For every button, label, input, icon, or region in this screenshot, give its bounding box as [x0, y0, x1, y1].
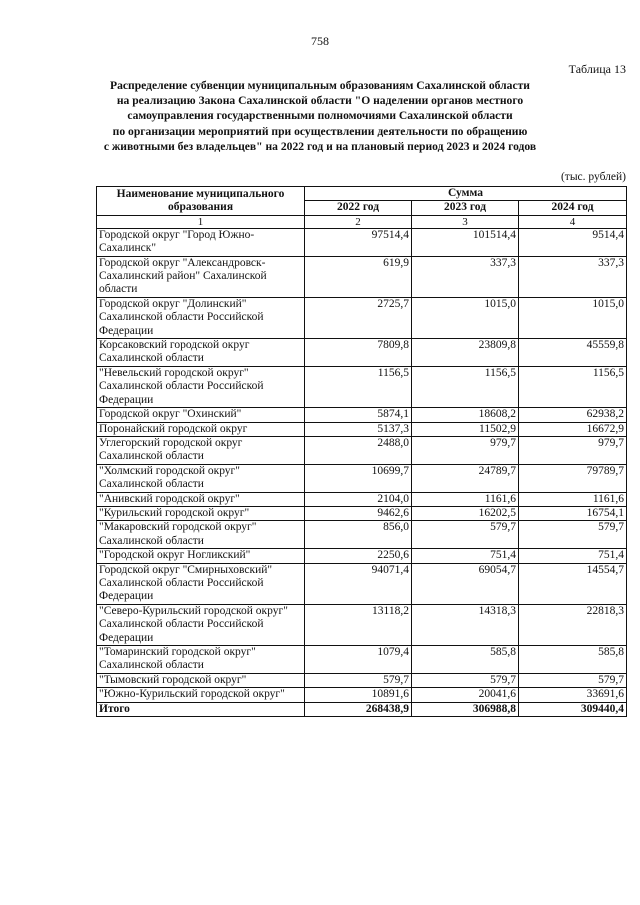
municipality-name: "Невельский городской округ" Сахалинской области Российской Федерации — [97, 366, 305, 407]
municipality-name: Городской округ "Охинский" — [97, 408, 305, 422]
page-number: 758 — [311, 34, 329, 48]
amount-2022: 7809,8 — [305, 339, 412, 367]
municipality-name: "Томаринский городской округ" Сахалинской области — [97, 646, 305, 674]
amount-2024: 1156,5 — [519, 366, 627, 407]
table-row — [97, 673, 627, 687]
table-row — [97, 521, 627, 549]
amount-2022: 1079,4 — [305, 646, 412, 674]
amount-2024: 9514,4 — [519, 228, 627, 256]
amount-2023: 579,7 — [412, 521, 519, 549]
amount-2024: 45559,8 — [519, 339, 627, 367]
total-2022: 268438,9 — [305, 702, 412, 716]
table-body — [97, 228, 627, 702]
table-label: Таблица 13 — [568, 62, 626, 76]
table-row — [97, 228, 627, 256]
amount-2023: 14318,3 — [412, 604, 519, 645]
table-row — [97, 549, 627, 563]
municipality-name: "Анивский городской округ" — [97, 492, 305, 506]
amount-2023: 11502,9 — [412, 422, 519, 436]
column-number: 1 — [97, 215, 305, 228]
amount-2024: 16754,1 — [519, 506, 627, 520]
amount-2022: 5874,1 — [305, 408, 412, 422]
amount-2023: 16202,5 — [412, 506, 519, 520]
table-row — [97, 688, 627, 702]
units-label: (тыс. рублей) — [560, 171, 626, 183]
amount-2023: 24789,7 — [412, 464, 519, 492]
municipality-name: "Городской округ Ногликский" — [97, 549, 305, 563]
amount-2023: 23809,8 — [412, 339, 519, 367]
amount-2023: 1156,5 — [412, 366, 519, 407]
municipality-name: Городской округ "Смирныховский" Сахалинской области Российской Федерации — [97, 563, 305, 604]
table-row — [97, 464, 627, 492]
municipality-name: Городской округ "Александровск-Сахалинский район" Сахалинской области — [97, 256, 305, 297]
amount-2022: 10891,6 — [305, 688, 412, 702]
amount-2022: 856,0 — [305, 521, 412, 549]
column-number: 3 — [412, 215, 519, 228]
table-row — [97, 339, 627, 367]
amount-2024: 14554,7 — [519, 563, 627, 604]
title-line: с животными без владельцев" на 2022 год и на плановый период 2023 и 2024 годов — [103, 139, 537, 153]
municipality-name: Углегорский городской округ Сахалинской области — [97, 436, 305, 464]
subsidy-table — [96, 186, 627, 717]
title-line: по организации мероприятий при осуществлении деятельности по обращению — [112, 124, 528, 138]
amount-2022: 94071,4 — [305, 563, 412, 604]
amount-2023: 979,7 — [412, 436, 519, 464]
amount-2024: 62938,2 — [519, 408, 627, 422]
total-row — [97, 702, 627, 716]
amount-2024: 751,4 — [519, 549, 627, 563]
amount-2023: 751,4 — [412, 549, 519, 563]
amount-2024: 33691,6 — [519, 688, 627, 702]
amount-2022: 579,7 — [305, 673, 412, 687]
amount-2024: 979,7 — [519, 436, 627, 464]
table-row — [97, 563, 627, 604]
amount-2023: 337,3 — [412, 256, 519, 297]
table-row — [97, 297, 627, 338]
amount-2023: 20041,6 — [412, 688, 519, 702]
amount-2023: 101514,4 — [412, 228, 519, 256]
amount-2022: 619,9 — [305, 256, 412, 297]
municipality-name: "Курильский городской округ" — [97, 506, 305, 520]
amount-2023: 579,7 — [412, 673, 519, 687]
header-year-2023: 2023 год — [412, 201, 519, 215]
amount-2022: 1156,5 — [305, 366, 412, 407]
amount-2022: 5137,3 — [305, 422, 412, 436]
table-row — [97, 408, 627, 422]
header-year-2022: 2022 год — [305, 201, 412, 215]
amount-2024: 579,7 — [519, 673, 627, 687]
table-row — [97, 492, 627, 506]
municipality-name: Городской округ "Город Южно-Сахалинск" — [97, 228, 305, 256]
amount-2022: 9462,6 — [305, 506, 412, 520]
amount-2024: 22818,3 — [519, 604, 627, 645]
amount-2024: 79789,7 — [519, 464, 627, 492]
municipality-name: "Макаровский городской округ" Сахалинской области — [97, 521, 305, 549]
column-number: 2 — [305, 215, 412, 228]
title-line: на реализацию Закона Сахалинской области "О наделении органов местного — [116, 94, 524, 108]
amount-2023: 585,8 — [412, 646, 519, 674]
amount-2023: 1161,6 — [412, 492, 519, 506]
municipality-name: Корсаковский городской округ Сахалинской области — [97, 339, 305, 367]
amount-2022: 2250,6 — [305, 549, 412, 563]
table-row — [97, 436, 627, 464]
header-row — [97, 187, 627, 201]
amount-2024: 1161,6 — [519, 492, 627, 506]
table-row — [97, 256, 627, 297]
municipality-name: "Северо-Курильский городской округ" Сахалинской области Российской Федерации — [97, 604, 305, 645]
amount-2022: 97514,4 — [305, 228, 412, 256]
document-title — [60, 78, 580, 154]
municipality-name: "Холмский городской округ" Сахалинской области — [97, 464, 305, 492]
header-year-2024: 2024 год — [519, 201, 627, 215]
table-row — [97, 366, 627, 407]
table-row — [97, 646, 627, 674]
header-municipality: Наименование муниципального образования — [97, 187, 305, 216]
total-2024: 309440,4 — [519, 702, 627, 716]
amount-2024: 1015,0 — [519, 297, 627, 338]
amount-2023: 69054,7 — [412, 563, 519, 604]
amount-2023: 1015,0 — [412, 297, 519, 338]
municipality-name: "Тымовский городской округ" — [97, 673, 305, 687]
title-line: самоуправления государственными полномочиями Сахалинской области — [127, 109, 513, 123]
header-sum: Сумма — [305, 187, 627, 201]
amount-2022: 10699,7 — [305, 464, 412, 492]
title-line: Распределение субвенции муниципальным образованиям Сахалинской области — [109, 79, 530, 92]
amount-2022: 13118,2 — [305, 604, 412, 645]
amount-2022: 2104,0 — [305, 492, 412, 506]
amount-2024: 585,8 — [519, 646, 627, 674]
municipality-name: Поронайский городской округ — [97, 422, 305, 436]
total-2023: 306988,8 — [412, 702, 519, 716]
table-row — [97, 604, 627, 645]
total-label: Итого — [97, 702, 305, 716]
municipality-name: "Южно-Курильский городской округ" — [97, 688, 305, 702]
amount-2023: 18608,2 — [412, 408, 519, 422]
column-number-row — [97, 215, 627, 228]
amount-2024: 337,3 — [519, 256, 627, 297]
amount-2022: 2725,7 — [305, 297, 412, 338]
municipality-name: Городской округ "Долинский" Сахалинской области Российской Федерации — [97, 297, 305, 338]
table-row — [97, 506, 627, 520]
column-number: 4 — [519, 215, 627, 228]
table-row — [97, 422, 627, 436]
amount-2024: 579,7 — [519, 521, 627, 549]
amount-2024: 16672,9 — [519, 422, 627, 436]
amount-2022: 2488,0 — [305, 436, 412, 464]
